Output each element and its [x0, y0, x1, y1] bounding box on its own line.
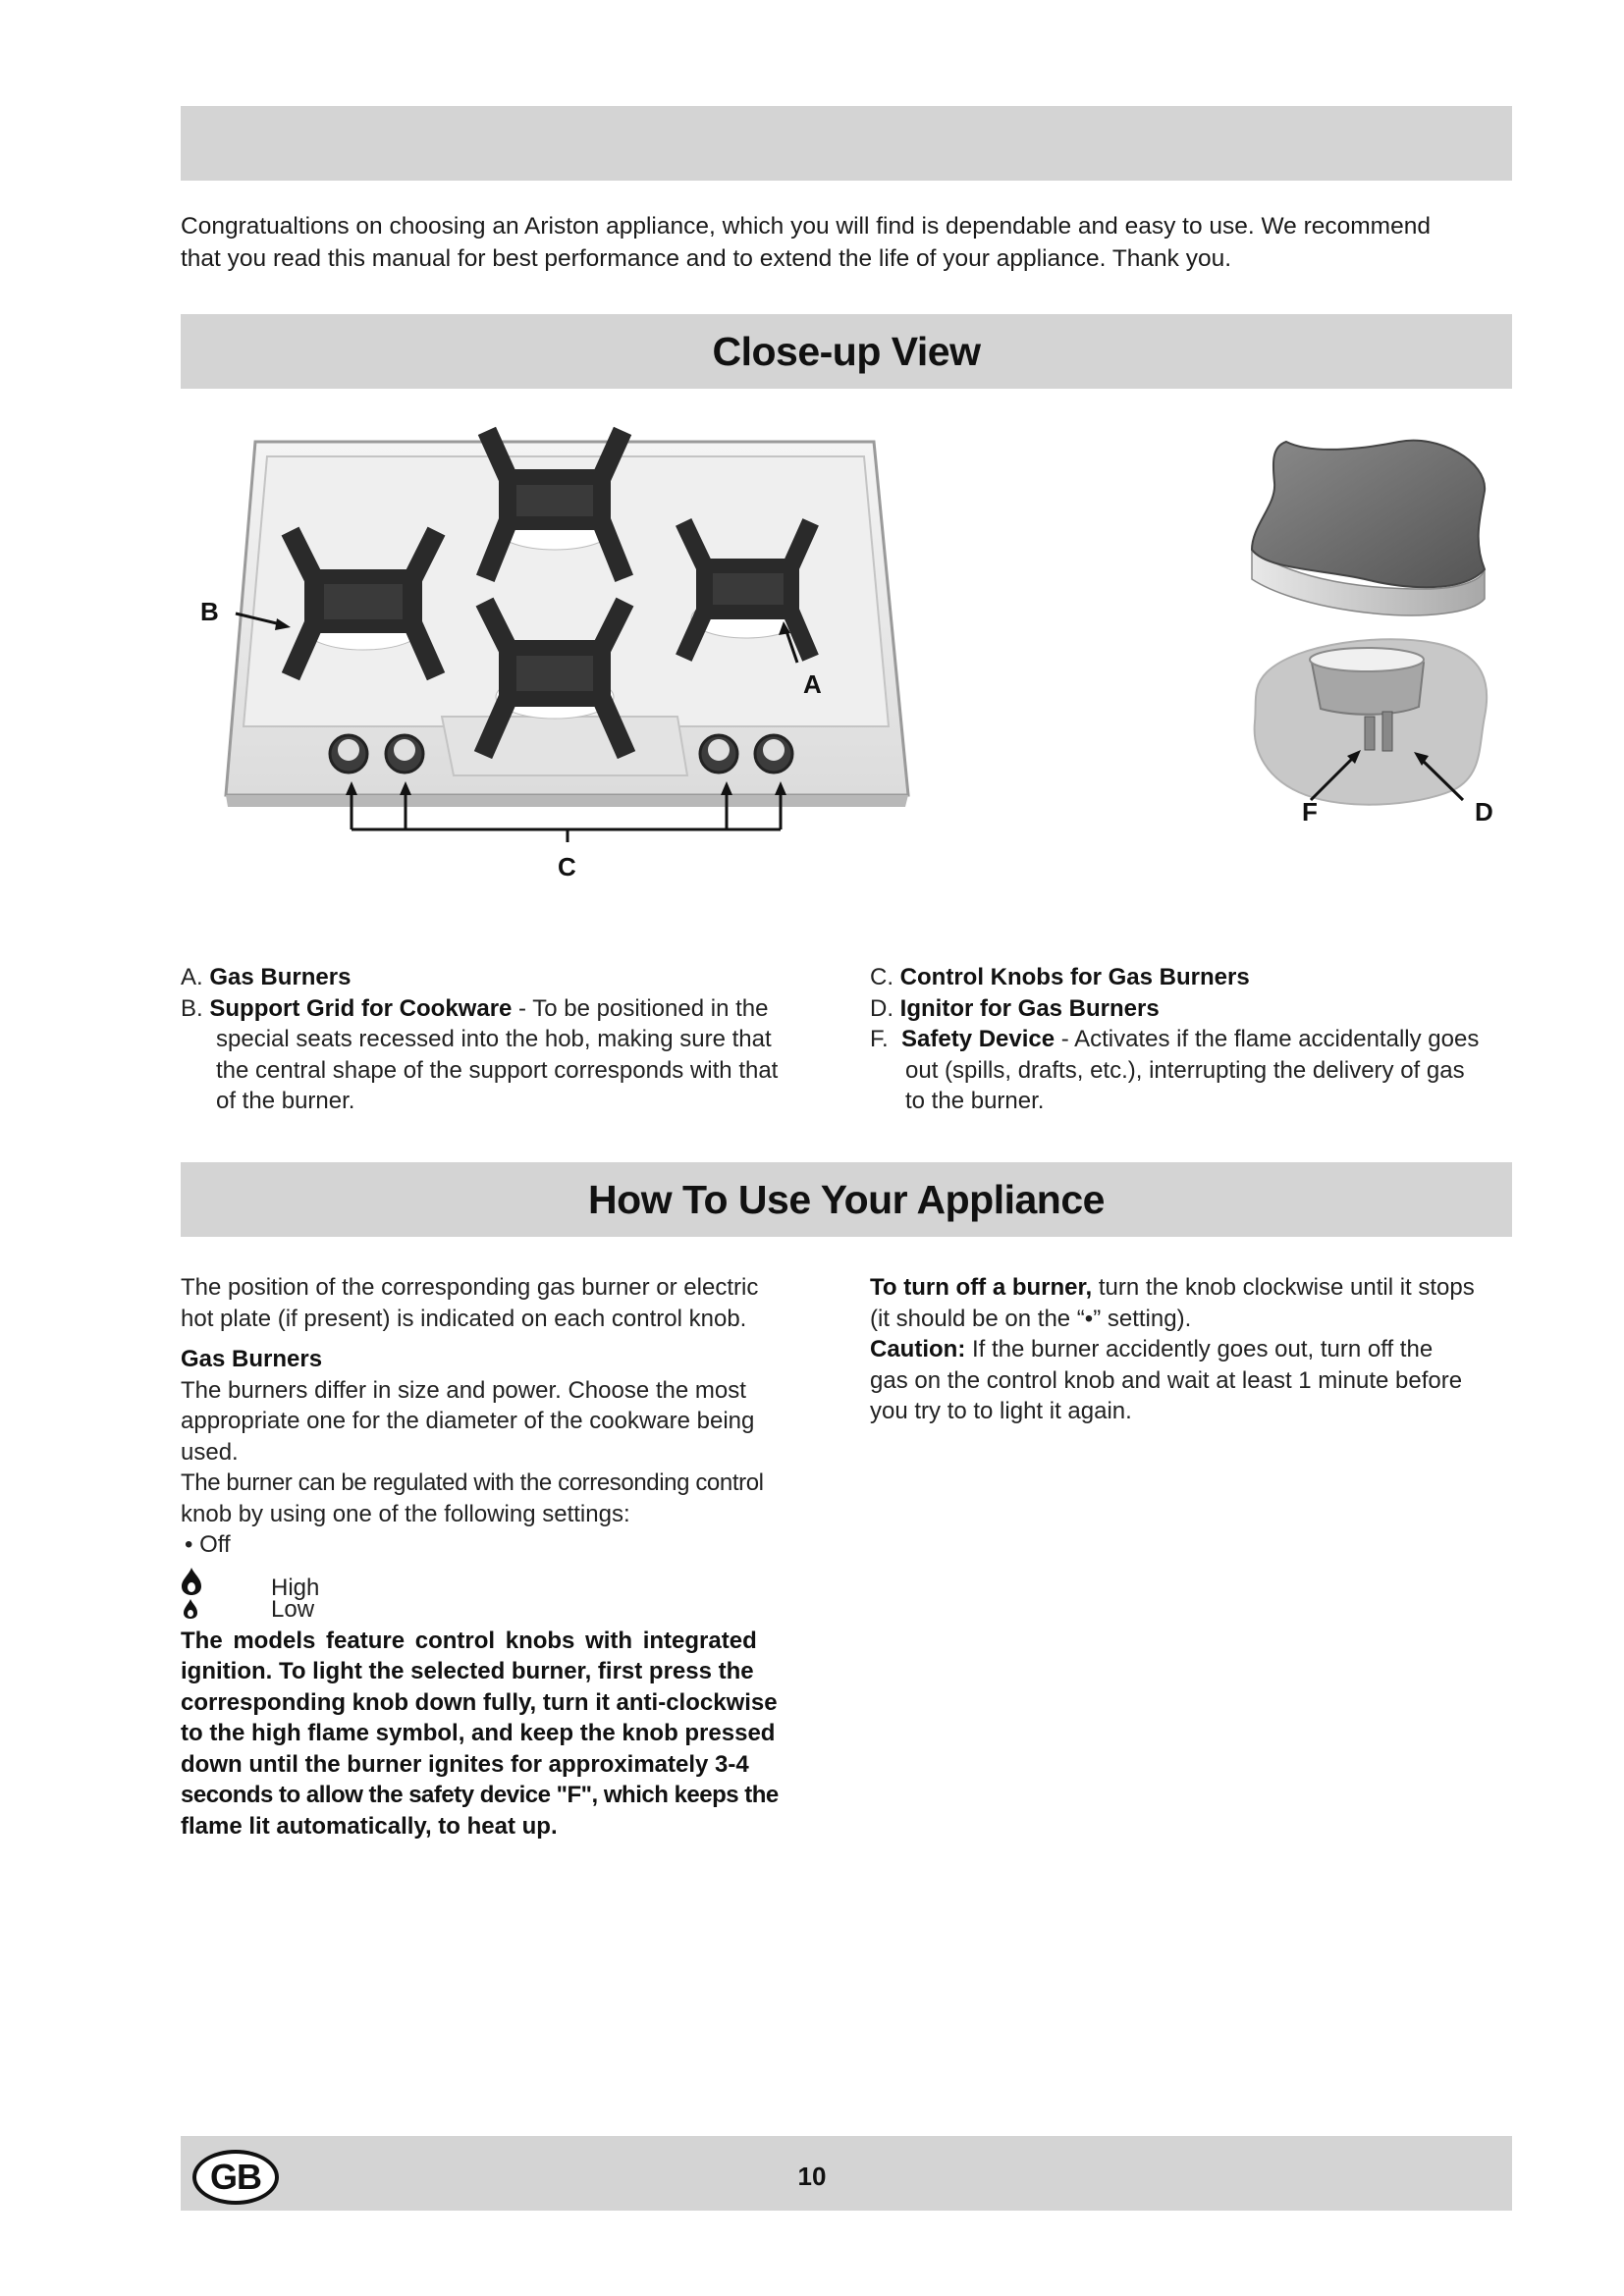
legend-item-a: A. Gas Burners: [181, 964, 352, 990]
usage-p3-line-1: The burner can be regulated with the corresonding control: [181, 1469, 764, 1496]
turn-off-line-2: (it should be on the “•” setting).: [870, 1305, 1192, 1332]
gb-country-badge: GB: [192, 2150, 279, 2205]
burner-detail-diagram: [1227, 422, 1522, 825]
how-to-use-heading: [181, 1162, 1512, 1237]
legend-item-c: C. Control Knobs for Gas Burners: [870, 964, 1250, 990]
label-d: D: [1475, 797, 1493, 827]
ignition-line-5: down until the burner ignites for approximately 3-4: [181, 1750, 749, 1778]
knob-1: [330, 735, 367, 773]
setting-high-row: [181, 1567, 848, 1601]
ignition-line-2: ignition. To light the selected burner, first press the: [181, 1658, 754, 1684]
legend-f-line-3: to the burner.: [905, 1088, 1045, 1114]
legend-item-f: F. Safety Device - Activates if the flame accidentally goes: [870, 1026, 1480, 1052]
ignition-line-1: The models feature control knobs with integrated: [181, 1627, 757, 1654]
caution-line-1: Caution: If the burner accidently goes out, turn off the: [870, 1336, 1434, 1362]
intro-line-2: that you read this manual for best performance and to extend the life of your appliance. Thank you.: [181, 245, 1232, 272]
how-to-use-title: How To Use Your Appliance: [588, 1176, 1105, 1222]
legend-f-line-2: out (spills, drafts, etc.), interrupting the delivery of gas: [905, 1056, 1465, 1084]
usage-p1-line-2: hot plate (if present) is indicated on each control knob.: [181, 1305, 747, 1332]
legend-item-b: B. Support Grid for Cookware - To be positioned in the: [181, 994, 769, 1022]
usage-p1-line-1: The position of the corresponding gas burner or electric: [181, 1274, 759, 1301]
hob-diagram: [196, 422, 943, 893]
close-up-view-heading: [181, 314, 1512, 389]
usage-p2-line-1: The burners differ in size and power. Choose the most: [181, 1376, 746, 1404]
ignition-line-4: to the high flame symbol, and keep the knob pressed: [181, 1720, 776, 1746]
usage-p3-line-2: knob by using one of the following settings:: [181, 1500, 630, 1527]
safety-pin: [1382, 712, 1392, 751]
usage-p2-line-2: appropriate one for the diameter of the cookware being: [181, 1408, 755, 1434]
high-flame-icon: [181, 1567, 202, 1596]
top-header-band: [181, 106, 1512, 181]
label-a: A: [803, 669, 822, 699]
knob-2: [386, 735, 423, 773]
intro-line-1: Congratualtions on choosing an Ariston appliance, which you will find is dependable and easy to use. We recommend: [181, 213, 1431, 240]
label-f: F: [1302, 797, 1318, 827]
low-flame-icon: [183, 1598, 198, 1620]
burner-cap-top: [1252, 441, 1485, 588]
caution-line-2: gas on the control knob and wait at least 1 minute before: [870, 1366, 1463, 1394]
close-up-view-title: Close-up View: [712, 328, 981, 374]
ignition-line-3: corresponding knob down fully, turn it anti-clockwise: [181, 1688, 778, 1716]
label-c: C: [558, 852, 576, 881]
usage-left-column: [181, 1272, 848, 1842]
usage-p2-line-3: used.: [181, 1438, 239, 1466]
setting-off: • Off: [185, 1531, 231, 1558]
legend-b-line-4: of the burner.: [216, 1088, 355, 1114]
knob-4: [755, 735, 792, 773]
legend-b-line-2: special seats recessed into the hob, making sure that: [216, 1026, 772, 1052]
turn-off-line-1: To turn off a burner, turn the knob clockwise until it stops: [870, 1274, 1475, 1301]
label-b: B: [200, 597, 219, 626]
gas-burners-heading: Gas Burners: [181, 1346, 323, 1372]
legend-left: [181, 962, 848, 1117]
ignition-line-6: seconds to allow the safety device "F", which keeps the: [181, 1782, 779, 1808]
setting-high-label: High: [271, 1574, 320, 1601]
caution-line-3: you try to to light it again.: [870, 1398, 1132, 1424]
legend-right: [870, 962, 1538, 1117]
page-number: 10: [797, 2162, 827, 2191]
setting-low-row: [181, 1594, 848, 1623]
legend-item-d: D. Ignitor for Gas Burners: [870, 994, 1160, 1022]
knob-3: [700, 735, 737, 773]
setting-low-label: Low: [271, 1595, 315, 1623]
ignition-line-7: flame lit automatically, to heat up.: [181, 1812, 558, 1840]
legend-b-line-3: the central shape of the support corresponds with that: [216, 1056, 779, 1084]
usage-right-column: [870, 1272, 1538, 1427]
ignition-instructions: [181, 1626, 848, 1842]
hob-front-edge: [226, 795, 908, 807]
ignitor-pin: [1365, 717, 1375, 750]
intro-paragraph: [181, 210, 1536, 275]
